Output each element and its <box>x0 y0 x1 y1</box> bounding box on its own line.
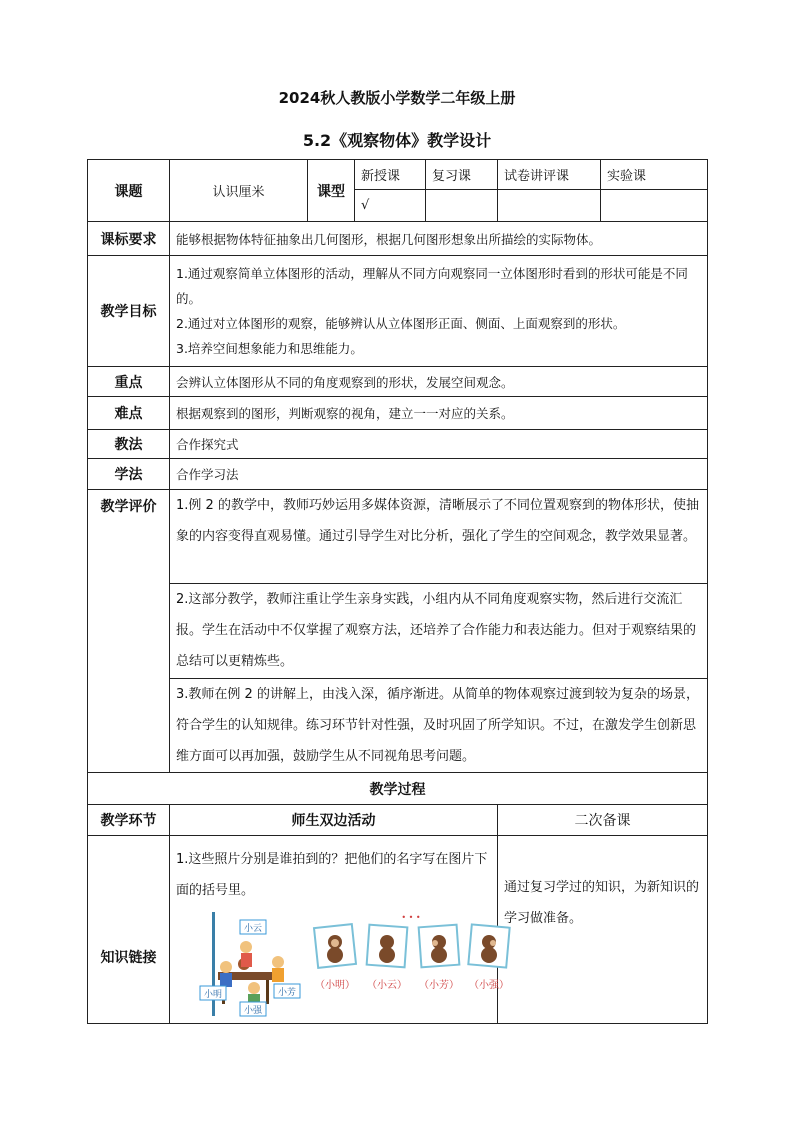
document-title: 2024秋人教版小学数学二年级上册 <box>278 89 516 107</box>
key-point-label: 重点 <box>88 367 170 397</box>
photos-dots: • • • <box>401 913 421 922</box>
objective-3: 3.培养空间想象能力和思维能力。 <box>176 341 363 356</box>
photo-2 <box>367 925 408 968</box>
teaching-method-label: 教法 <box>88 430 170 459</box>
notes-text: 通过复习学过的知识，为新知识的学习做准备。 <box>498 836 708 1024</box>
type-experiment: 实验课 <box>601 160 708 190</box>
learning-method-text: 合作学习法 <box>170 459 708 490</box>
photo-1 <box>314 924 356 968</box>
objectives-text <box>170 256 708 367</box>
type-new-check: √ <box>355 190 426 222</box>
photo-answer-2: （小云） <box>367 980 407 991</box>
name-tag-xiaofang: 小芳 <box>277 988 297 998</box>
photo-answer-3: （小芳） <box>419 980 459 991</box>
objectives-label: 教学目标 <box>88 256 170 367</box>
stage-knowledge-link: 知识链接 <box>88 836 170 1024</box>
type-label: 课型 <box>308 160 355 222</box>
photo-answer-1: （小明） <box>315 980 355 991</box>
objective-1: 1.通过观察简单立体图形的活动，理解从不同方向观察同一立体图形时看到的形状可能是不同的。 <box>176 266 688 306</box>
lesson-plan-table <box>87 159 708 1024</box>
activity-figure <box>176 906 509 1018</box>
process-col-stage: 教学环节 <box>88 805 170 836</box>
difficulty-text: 根据观察到的图形，判断观察的视角，建立一一对应的关系。 <box>170 397 708 430</box>
standard-text: 能够根据物体特征抽象出几何图形，根据几何图形想象出所描绘的实际物体。 <box>170 222 708 256</box>
photo-4 <box>468 924 509 967</box>
activity-text: 1.这些照片分别是谁拍到的？把他们的名字写在图片下面的括号里。 <box>176 852 488 898</box>
process-col-notes: 二次备课 <box>498 805 708 836</box>
type-review: 复习课 <box>426 160 498 190</box>
key-point-text: 会辨认立体图形从不同的角度观察到的形状，发展空间观念。 <box>170 367 708 397</box>
process-title: 教学过程 <box>88 773 708 805</box>
type-exam-review: 试卷讲评课 <box>498 160 601 190</box>
topic-value: 认识厘米 <box>170 160 308 222</box>
photo-3 <box>419 925 460 968</box>
document-subtitle: 5.2《观察物体》教学设计 <box>302 131 492 150</box>
evaluation-label: 教学评价 <box>88 490 170 773</box>
type-new: 新授课 <box>355 160 426 190</box>
monkey-photos-illustration <box>306 912 516 1012</box>
evaluation-item-1: 1.例 2 的教学中，教师巧妙运用多媒体资源，清晰展示了不同位置观察到的物体形状，使抽象的内容变得直观易懂。通过引导学生对比分析，强化了学生的空间观念，教学效果显著。 <box>170 490 708 584</box>
name-tag-xiaoming: 小明 <box>203 990 223 1000</box>
name-tag-xiaoqiang: 小强 <box>243 1006 263 1016</box>
process-col-activity: 师生双边活动 <box>170 805 498 836</box>
evaluation-item-3: 3.教师在例 2 的讲解上，由浅入深，循序渐进。从简单的物体观察过渡到较为复杂的场景，符合学生的认知规律。练习环节针对性强，及时巩固了所学知识。不过，在激发学生创新思维方面可以再加强，鼓励学生从不同视角思考问题。 <box>170 679 708 773</box>
standard-label: 课标要求 <box>88 222 170 256</box>
difficulty-label: 难点 <box>88 397 170 430</box>
photo-answer-4: （小强） <box>469 980 509 991</box>
objective-2: 2.通过对立体图形的观察，能够辨认从立体图形正面、侧面、上面观察到的形状。 <box>176 316 626 331</box>
evaluation-item-2: 2.这部分教学，教师注重让学生亲身实践，小组内从不同角度观察实物，然后进行交流汇报。学生在活动中不仅掌握了观察方法，还培养了合作能力和表达能力。但对于观察结果的总结可以更精炼些。 <box>170 584 708 679</box>
topic-label: 课题 <box>88 160 170 222</box>
name-tag-xiaoyun: 小云 <box>243 924 263 934</box>
learning-method-label: 学法 <box>88 459 170 490</box>
teaching-method-text: 合作探究式 <box>170 430 708 459</box>
kids-around-table-illustration <box>194 912 302 1018</box>
activity-cell <box>170 836 509 1024</box>
